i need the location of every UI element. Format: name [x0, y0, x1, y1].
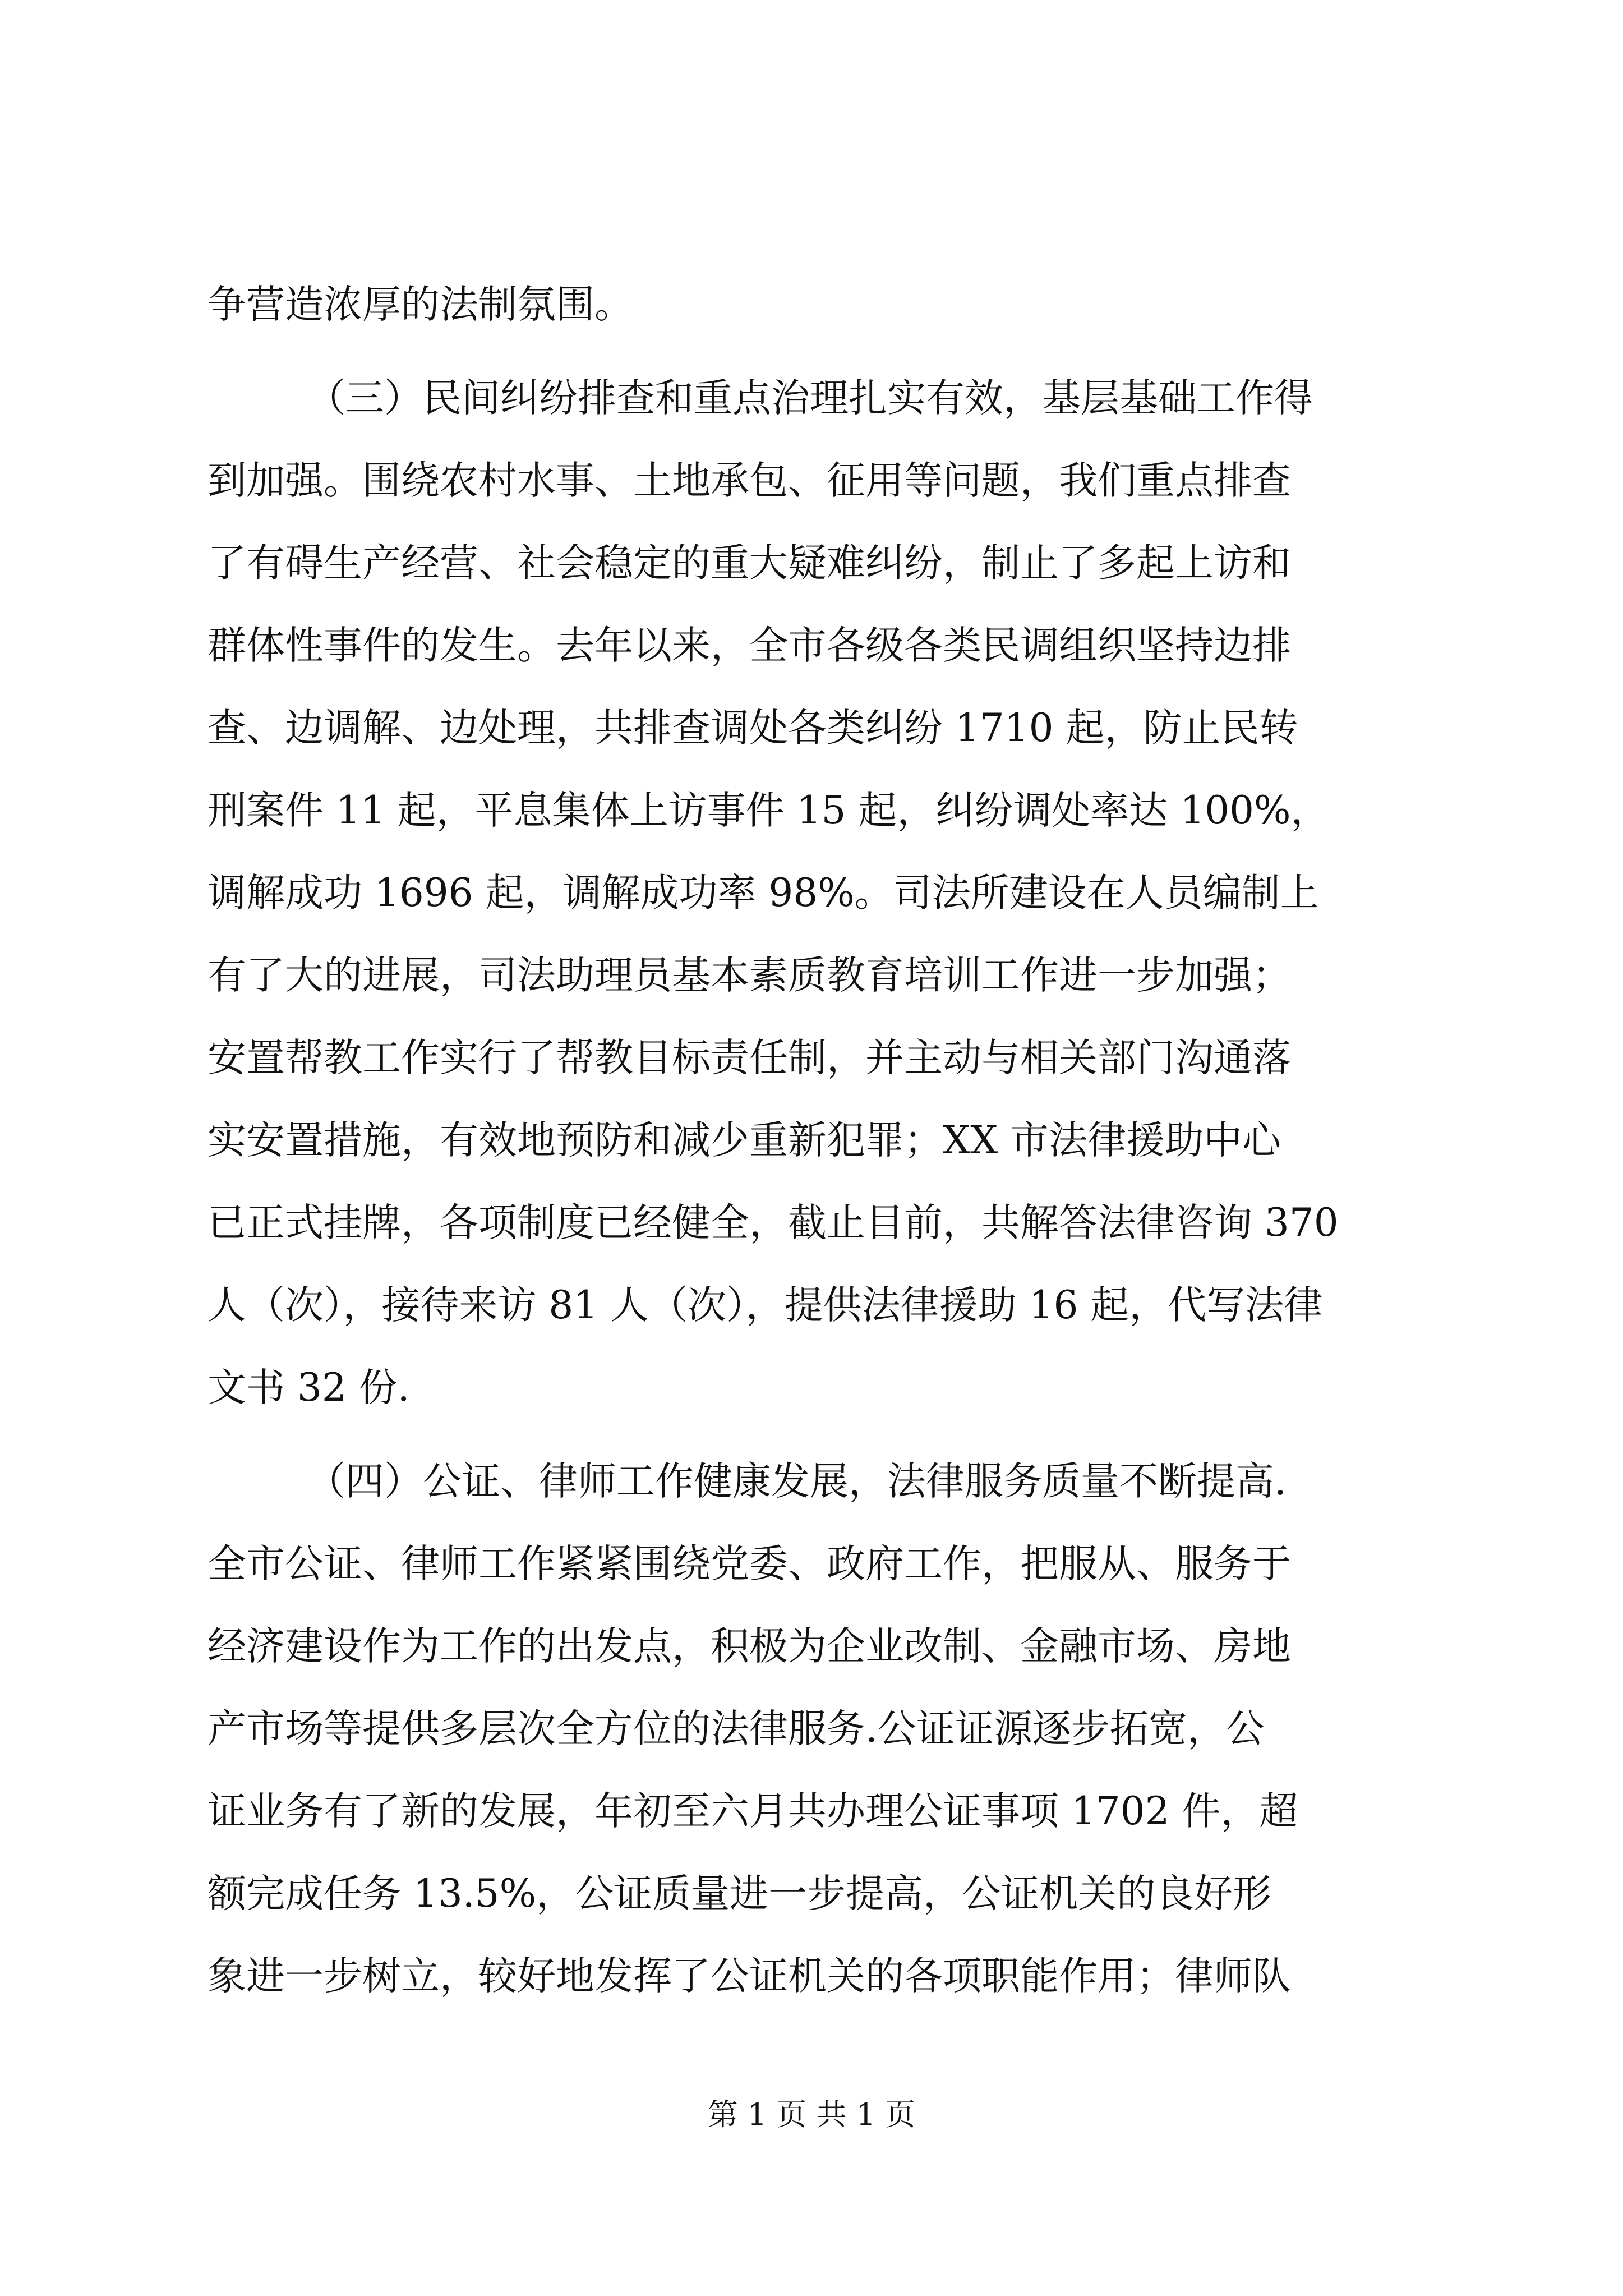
- text-line: 象进一步树立，较好地发挥了公证机关的各项职能作用；律师队: [208, 1954, 1291, 1999]
- text-line: 安置帮教工作实行了帮教目标责任制，并主动与相关部门沟通落: [208, 1036, 1291, 1080]
- text-line: 产市场等提供多层次全方位的法律服务.公证证源逐步拓宽，公: [208, 1706, 1265, 1751]
- document-body: [208, 264, 1419, 2018]
- text-line: 证业务有了新的发展，年初至六月共办理公证事项 1702 件，超: [208, 1789, 1298, 1834]
- text-line: 全市公证、律师工作紧紧围绕党委、政府工作，把服从、服务于: [208, 1542, 1291, 1586]
- paragraph-heading-line: （三）民间纠纷排查和重点治理扎实有效，基层基础工作得: [307, 376, 1313, 421]
- text-line: 额完成任务 13.5%，公证质量进一步提高，公证机关的良好形: [208, 1871, 1272, 1916]
- text-line: 争营造浓厚的法制氛围。: [208, 282, 633, 327]
- paragraph-heading-line: （四）公证、律师工作健康发展，法律服务质量不断提高.: [307, 1459, 1287, 1504]
- text-line: 群体性事件的发生。去年以来，全市各级各类民调组织坚持边排: [208, 623, 1291, 668]
- text-line: 实安置措施，有效地预防和减少重新犯罪；XX 市法律援助中心: [208, 1118, 1281, 1163]
- text-line: 查、边调解、边处理，共排查调处各类纠纷 1710 起，防止民转: [208, 706, 1298, 751]
- page-footer: 第 1 页 共 1 页: [707, 2097, 916, 2132]
- text-line: 已正式挂牌，各项制度已经健全，截止目前，共解答法律咨询 370: [208, 1200, 1339, 1245]
- text-line: 有了大的进展，司法助理员基本素质教育培训工作进一步加强；: [208, 953, 1291, 998]
- text-line: 调解成功 1696 起，调解成功率 98%。司法所建设在人员编制上: [208, 871, 1319, 915]
- text-line: 了有碍生产经营、社会稳定的重大疑难纠纷，制止了多起上访和: [208, 541, 1291, 586]
- text-line: 人（次），接待来访 81 人（次），提供法律援助 16 起，代写法律: [208, 1283, 1323, 1328]
- text-line: 文书 32 份.: [208, 1365, 410, 1410]
- text-line: 到加强。围绕农村水事、土地承包、征用等问题，我们重点排查: [208, 458, 1291, 503]
- text-line: 经济建设作为工作的出发点，积极为企业改制、金融市场、房地: [208, 1624, 1291, 1669]
- text-line: 刑案件 11 起，平息集体上访事件 15 起，纠纷调处率达 100%，: [208, 788, 1330, 833]
